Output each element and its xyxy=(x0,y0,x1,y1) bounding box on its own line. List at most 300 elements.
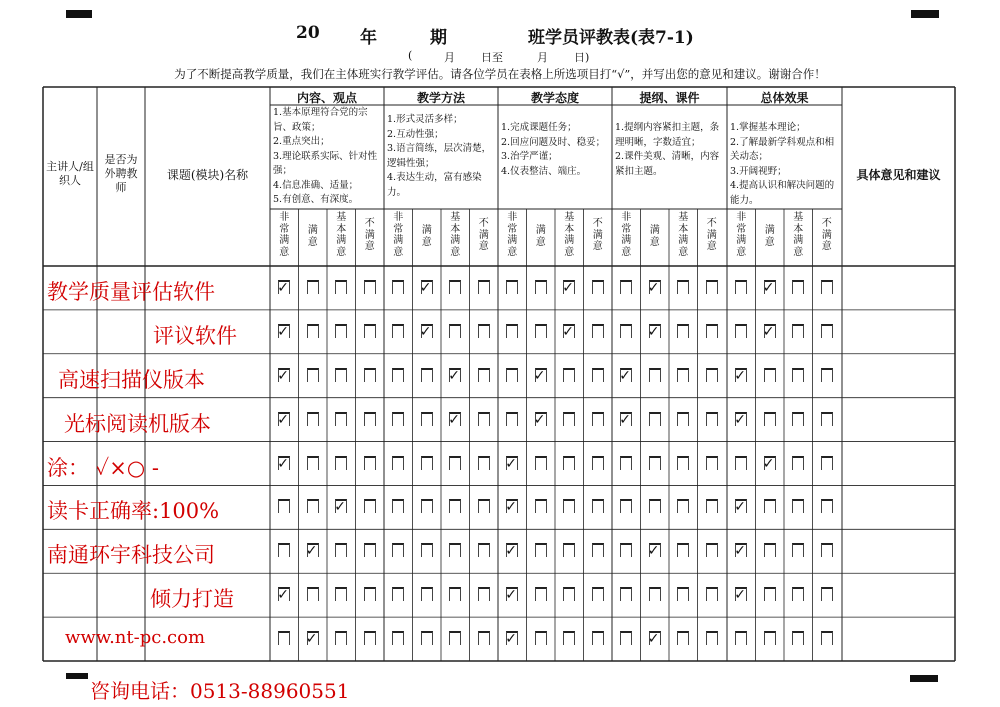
answer-bubble[interactable] xyxy=(335,280,347,294)
answer-bubble[interactable] xyxy=(421,456,433,470)
answer-bubble[interactable] xyxy=(677,587,689,601)
option-header-unsatisfied xyxy=(706,218,718,253)
answer-bubble[interactable] xyxy=(792,587,804,601)
answer-bubble[interactable] xyxy=(821,499,833,513)
answer-bubble[interactable] xyxy=(677,456,689,470)
answer-bubble[interactable] xyxy=(592,456,604,470)
answer-bubble[interactable] xyxy=(307,368,319,382)
answer-bubble[interactable] xyxy=(506,499,518,513)
date-range: ( 月 日至 月 日) xyxy=(408,49,590,64)
answer-bubble[interactable] xyxy=(506,456,518,470)
answer-bubble[interactable] xyxy=(307,543,319,557)
title-term: 期 xyxy=(430,28,447,48)
answer-bubble[interactable] xyxy=(506,280,518,294)
answer-bubble[interactable] xyxy=(706,587,718,601)
option-char: 满 xyxy=(736,235,747,246)
answer-bubble[interactable] xyxy=(620,324,632,338)
option-char: 意 xyxy=(621,246,632,258)
answer-bubble[interactable] xyxy=(535,324,547,338)
option-char: 满 xyxy=(678,235,689,246)
option-char: 意 xyxy=(564,246,575,258)
answer-bubble[interactable] xyxy=(649,499,661,513)
answer-bubble[interactable] xyxy=(649,412,661,426)
answer-bubble[interactable] xyxy=(677,368,689,382)
answer-bubble[interactable] xyxy=(677,499,689,513)
column-header-external-teacher: 是否为外聘教师 xyxy=(104,153,138,194)
answer-bubble[interactable] xyxy=(335,456,347,470)
option-header-basically-satisfied xyxy=(449,212,461,258)
answer-bubble[interactable] xyxy=(764,368,776,382)
answer-bubble[interactable] xyxy=(506,631,518,645)
answer-bubble[interactable] xyxy=(278,280,290,294)
criteria-list xyxy=(730,121,839,222)
option-char: 非 xyxy=(507,212,518,223)
option-header-unsatisfied xyxy=(592,218,604,253)
answer-bubble[interactable] xyxy=(735,324,747,338)
option-header-very-satisfied xyxy=(735,212,747,258)
option-char: 满 xyxy=(421,225,432,236)
answer-bubble[interactable] xyxy=(735,631,747,645)
option-char: 常 xyxy=(279,223,290,235)
answer-bubble[interactable] xyxy=(278,412,290,426)
option-char: 意 xyxy=(649,236,660,248)
answer-bubble[interactable] xyxy=(706,280,718,294)
option-char: 满 xyxy=(364,229,375,241)
answer-bubble[interactable] xyxy=(307,587,319,601)
row-label: www.nt-pc.com xyxy=(65,627,206,649)
answer-bubble[interactable] xyxy=(449,587,461,601)
answer-bubble[interactable] xyxy=(563,368,575,382)
answer-bubble[interactable] xyxy=(364,412,376,426)
answer-bubble[interactable] xyxy=(364,280,376,294)
option-header-very-satisfied xyxy=(506,212,518,258)
answer-bubble[interactable] xyxy=(821,631,833,645)
answer-bubble[interactable] xyxy=(278,499,290,513)
answer-bubble[interactable] xyxy=(592,412,604,426)
answer-bubble[interactable] xyxy=(792,456,804,470)
option-char: 本 xyxy=(336,223,347,235)
title-main: 班学员评教表(表7-1) xyxy=(528,28,694,48)
option-char: 满 xyxy=(706,229,717,241)
option-char: 常 xyxy=(507,223,518,235)
answer-bubble[interactable] xyxy=(392,412,404,426)
criterion-item: 1.完成课题任务； xyxy=(501,122,577,133)
answer-bubble[interactable] xyxy=(592,587,604,601)
group-header: 教学方法 xyxy=(416,91,465,105)
answer-bubble[interactable] xyxy=(335,587,347,601)
answer-bubble[interactable] xyxy=(764,456,776,470)
option-char: 满 xyxy=(621,235,632,246)
answer-bubble[interactable] xyxy=(677,280,689,294)
criterion-item: 3.理论联系实际、针对性强； xyxy=(273,150,378,176)
answer-bubble[interactable] xyxy=(649,587,661,601)
answer-bubble[interactable] xyxy=(392,587,404,601)
answer-bubble[interactable] xyxy=(620,499,632,513)
answer-bubble[interactable] xyxy=(706,368,718,382)
answer-bubble[interactable] xyxy=(506,543,518,557)
answer-bubble[interactable] xyxy=(307,412,319,426)
answer-bubble[interactable] xyxy=(563,324,575,338)
criteria-list xyxy=(273,106,381,207)
option-header-basically-satisfied xyxy=(563,212,575,258)
answer-bubble[interactable] xyxy=(735,543,747,557)
answer-bubble[interactable] xyxy=(478,412,490,426)
answer-bubble[interactable] xyxy=(677,543,689,557)
row-label: 涂： ✓×○ - xyxy=(47,455,159,480)
answer-bubble[interactable] xyxy=(392,324,404,338)
answer-bubble[interactable] xyxy=(364,324,376,338)
answer-bubble[interactable] xyxy=(735,499,747,513)
answer-bubble[interactable] xyxy=(478,280,490,294)
option-char: 常 xyxy=(736,223,747,235)
answer-bubble[interactable] xyxy=(620,631,632,645)
answer-bubble[interactable] xyxy=(649,368,661,382)
answer-bubble[interactable] xyxy=(792,499,804,513)
answer-bubble[interactable] xyxy=(620,587,632,601)
title-year: 年 xyxy=(360,28,377,48)
answer-bubble[interactable] xyxy=(478,499,490,513)
answer-bubble[interactable] xyxy=(620,543,632,557)
criterion-item: 3.开阔视野； xyxy=(730,165,787,177)
answer-bubble[interactable] xyxy=(592,324,604,338)
option-char: 满 xyxy=(592,229,603,241)
answer-bubble[interactable] xyxy=(421,324,433,338)
answer-bubble[interactable] xyxy=(478,543,490,557)
answer-bubble[interactable] xyxy=(792,280,804,294)
criterion-item: 4.表达生动，富有感染力。 xyxy=(387,172,482,198)
option-header-satisfied xyxy=(535,225,547,248)
option-char: 意 xyxy=(678,246,689,258)
answer-bubble[interactable] xyxy=(364,543,376,557)
criterion-item: 4.信息准确、适量； xyxy=(273,179,359,191)
answer-bubble[interactable] xyxy=(649,543,661,557)
answer-bubble[interactable] xyxy=(506,412,518,426)
answer-bubble[interactable] xyxy=(449,456,461,470)
option-header-unsatisfied xyxy=(364,218,376,253)
option-char: 意 xyxy=(450,246,461,258)
row-label: 评议软件 xyxy=(153,323,237,348)
answer-bubble[interactable] xyxy=(278,587,290,601)
answer-bubble[interactable] xyxy=(535,280,547,294)
answer-bubble[interactable] xyxy=(335,543,347,557)
answer-bubble[interactable] xyxy=(392,456,404,470)
answer-bubble[interactable] xyxy=(735,368,747,382)
option-char: 非 xyxy=(621,212,632,223)
option-char: 意 xyxy=(507,246,518,258)
answer-bubble[interactable] xyxy=(649,456,661,470)
option-char: 意 xyxy=(764,236,775,248)
answer-bubble[interactable] xyxy=(449,631,461,645)
option-char: 意 xyxy=(736,246,747,258)
answer-bubble[interactable] xyxy=(764,280,776,294)
answer-bubble[interactable] xyxy=(563,543,575,557)
answer-bubble[interactable] xyxy=(392,280,404,294)
option-header-very-satisfied xyxy=(278,212,290,258)
answer-bubble[interactable] xyxy=(563,456,575,470)
answer-bubble[interactable] xyxy=(563,631,575,645)
option-char: 意 xyxy=(364,241,375,252)
answer-bubble[interactable] xyxy=(592,368,604,382)
option-char: 满 xyxy=(507,235,518,246)
answer-bubble[interactable] xyxy=(821,280,833,294)
option-char: 满 xyxy=(649,225,660,236)
option-char: 不 xyxy=(478,218,489,229)
option-char: 本 xyxy=(678,223,689,235)
answer-bubble[interactable] xyxy=(506,587,518,601)
criterion-item: 5.有创意、有深度。 xyxy=(273,194,359,205)
option-char: 意 xyxy=(535,236,546,248)
criterion-item: 4.仪表整洁、端庄。 xyxy=(501,165,587,177)
criterion-item: 1.基本原理符合党的宗旨、政策； xyxy=(273,107,368,133)
answer-bubble[interactable] xyxy=(506,368,518,382)
option-char: 非 xyxy=(279,212,290,223)
answer-bubble[interactable] xyxy=(821,412,833,426)
answer-bubble[interactable] xyxy=(620,368,632,382)
option-char: 不 xyxy=(364,218,375,229)
answer-bubble[interactable] xyxy=(335,412,347,426)
row-label: 光标阅读机版本 xyxy=(64,411,211,436)
answer-bubble[interactable] xyxy=(563,280,575,294)
answer-bubble[interactable] xyxy=(535,587,547,601)
answer-bubble[interactable] xyxy=(307,456,319,470)
row-label: 教学质量评估软件 xyxy=(47,280,215,304)
answer-bubble[interactable] xyxy=(649,324,661,338)
answer-bubble[interactable] xyxy=(364,499,376,513)
answer-bubble[interactable] xyxy=(421,587,433,601)
answer-bubble[interactable] xyxy=(735,587,747,601)
answer-bubble[interactable] xyxy=(478,631,490,645)
answer-bubble[interactable] xyxy=(706,499,718,513)
column-header-lecturer: 主讲人/组织人 xyxy=(46,160,94,187)
option-char: 满 xyxy=(307,225,318,236)
option-char: 基 xyxy=(564,212,575,223)
option-char: 意 xyxy=(478,241,489,252)
answer-bubble[interactable] xyxy=(307,324,319,338)
answer-bubble[interactable] xyxy=(792,412,804,426)
answer-bubble[interactable] xyxy=(335,368,347,382)
instructions: 为了不断提高教学质量，我们在主体班实行教学评估。请各位学员在表格上所选项目打“√”，并写出您的意见和建议。谢谢合作！ xyxy=(174,67,826,81)
criterion-item: 2.重点突出； xyxy=(273,136,330,147)
option-char: 意 xyxy=(279,246,290,258)
answer-bubble[interactable] xyxy=(278,543,290,557)
answer-bubble[interactable] xyxy=(478,456,490,470)
answer-bubble[interactable] xyxy=(764,499,776,513)
option-char: 意 xyxy=(592,241,603,252)
answer-bubble[interactable] xyxy=(764,324,776,338)
answer-bubble[interactable] xyxy=(592,543,604,557)
answer-bubble[interactable] xyxy=(592,280,604,294)
row-label: 南通环宇科技公司 xyxy=(47,543,215,568)
option-char: 非 xyxy=(736,212,747,223)
answer-bubble[interactable] xyxy=(535,631,547,645)
answer-bubble[interactable] xyxy=(735,280,747,294)
criterion-item: 2.回应问题及时、稳妥； xyxy=(501,136,606,148)
answer-bubble[interactable] xyxy=(392,368,404,382)
answer-bubble[interactable] xyxy=(506,324,518,338)
answer-bubble[interactable] xyxy=(649,280,661,294)
answer-bubble[interactable] xyxy=(478,368,490,382)
criterion-item: 4.提高认识和解决问题的能力。 xyxy=(730,180,835,206)
option-char: 满 xyxy=(336,235,347,246)
answer-bubble[interactable] xyxy=(364,631,376,645)
option-header-very-satisfied xyxy=(620,212,632,258)
criteria-list xyxy=(615,121,724,222)
answer-bubble[interactable] xyxy=(821,368,833,382)
answer-bubble[interactable] xyxy=(421,412,433,426)
answer-bubble[interactable] xyxy=(563,499,575,513)
option-char: 满 xyxy=(793,235,804,246)
answer-bubble[interactable] xyxy=(335,631,347,645)
answer-bubble[interactable] xyxy=(821,587,833,601)
answer-bubble[interactable] xyxy=(764,587,776,601)
answer-bubble[interactable] xyxy=(792,543,804,557)
answer-bubble[interactable] xyxy=(335,324,347,338)
criteria-list xyxy=(387,113,495,214)
answer-bubble[interactable] xyxy=(421,368,433,382)
answer-bubble[interactable] xyxy=(706,324,718,338)
answer-bubble[interactable] xyxy=(792,631,804,645)
row-label: 高速扫描仪版本 xyxy=(58,367,205,392)
answer-bubble[interactable] xyxy=(449,368,461,382)
criteria-list xyxy=(501,121,609,222)
answer-bubble[interactable] xyxy=(307,280,319,294)
answer-bubble[interactable] xyxy=(449,280,461,294)
answer-bubble[interactable] xyxy=(677,631,689,645)
option-char: 意 xyxy=(793,246,804,258)
option-char: 满 xyxy=(478,229,489,241)
group-header: 内容、观点 xyxy=(296,91,357,105)
option-char: 常 xyxy=(393,223,404,235)
answer-bubble[interactable] xyxy=(592,631,604,645)
option-char: 意 xyxy=(421,236,432,248)
answer-bubble[interactable] xyxy=(677,412,689,426)
answer-bubble[interactable] xyxy=(563,587,575,601)
answer-bubble[interactable] xyxy=(706,631,718,645)
answer-bubble[interactable] xyxy=(421,280,433,294)
answer-bubble[interactable] xyxy=(792,368,804,382)
criterion-item: 2.互动性强； xyxy=(387,128,444,140)
answer-bubble[interactable] xyxy=(592,499,604,513)
option-char: 不 xyxy=(592,218,603,229)
option-char: 意 xyxy=(336,246,347,258)
option-char: 意 xyxy=(706,241,717,252)
group-header: 教学态度 xyxy=(530,91,579,105)
answer-bubble[interactable] xyxy=(449,499,461,513)
option-header-unsatisfied xyxy=(478,218,490,253)
answer-bubble[interactable] xyxy=(335,499,347,513)
answer-bubble[interactable] xyxy=(449,412,461,426)
answer-bubble[interactable] xyxy=(392,631,404,645)
criterion-item: 3.语言简练，层次清楚，逻辑性强； xyxy=(387,143,492,169)
answer-bubble[interactable] xyxy=(421,543,433,557)
answer-bubble[interactable] xyxy=(364,456,376,470)
option-char: 不 xyxy=(706,218,717,229)
column-header-course-name: 课题(模块)名称 xyxy=(166,168,249,182)
answer-bubble[interactable] xyxy=(278,324,290,338)
option-header-satisfied xyxy=(307,225,319,248)
answer-bubble[interactable] xyxy=(392,499,404,513)
criterion-item: 3.治学严谨； xyxy=(501,151,558,162)
answer-bubble[interactable] xyxy=(792,324,804,338)
option-char: 本 xyxy=(793,223,804,235)
option-char: 意 xyxy=(307,236,318,248)
option-header-basically-satisfied xyxy=(335,212,347,258)
answer-bubble[interactable] xyxy=(706,543,718,557)
column-header-opinions: 具体意见和建议 xyxy=(856,168,941,182)
answer-bubble[interactable] xyxy=(278,631,290,645)
option-char: 基 xyxy=(336,212,347,223)
option-header-satisfied xyxy=(421,225,433,248)
answer-bubble[interactable] xyxy=(535,499,547,513)
answer-bubble[interactable] xyxy=(735,412,747,426)
answer-bubble[interactable] xyxy=(535,412,547,426)
option-char: 满 xyxy=(564,235,575,246)
answer-bubble[interactable] xyxy=(449,324,461,338)
answer-bubble[interactable] xyxy=(364,587,376,601)
answer-bubble[interactable] xyxy=(620,412,632,426)
option-char: 意 xyxy=(393,246,404,258)
option-header-satisfied xyxy=(764,225,776,248)
answer-bubble[interactable] xyxy=(764,412,776,426)
answer-bubble[interactable] xyxy=(449,543,461,557)
option-char: 基 xyxy=(450,212,461,223)
answer-bubble[interactable] xyxy=(307,499,319,513)
option-char: 不 xyxy=(821,218,832,229)
answer-bubble[interactable] xyxy=(620,280,632,294)
option-header-satisfied xyxy=(649,225,661,248)
criterion-item: 2.课件美观、清晰，内容紧扣主题。 xyxy=(615,151,720,177)
answer-bubble[interactable] xyxy=(421,631,433,645)
answer-bubble[interactable] xyxy=(649,631,661,645)
answer-bubble[interactable] xyxy=(364,368,376,382)
answer-bubble[interactable] xyxy=(821,324,833,338)
answer-bubble[interactable] xyxy=(278,456,290,470)
row-label: 读卡正确率:100% xyxy=(47,499,220,524)
option-char: 本 xyxy=(450,223,461,235)
criterion-item: 1.掌握基本理论； xyxy=(730,122,806,133)
group-header: 总体效果 xyxy=(760,91,809,105)
title-year-blank: 20 xyxy=(296,23,320,43)
option-char: 满 xyxy=(393,235,404,246)
criterion-item: 1.形式灵活多样； xyxy=(387,114,463,125)
option-char: 满 xyxy=(764,225,775,236)
answer-bubble[interactable] xyxy=(764,543,776,557)
answer-bubble[interactable] xyxy=(478,324,490,338)
answer-bubble[interactable] xyxy=(821,543,833,557)
group-header: 提纲、课件 xyxy=(639,91,700,105)
answer-bubble[interactable] xyxy=(563,412,575,426)
answer-bubble[interactable] xyxy=(677,324,689,338)
answer-bubble[interactable] xyxy=(821,456,833,470)
answer-bubble[interactable] xyxy=(535,368,547,382)
answer-bubble[interactable] xyxy=(535,456,547,470)
answer-bubble[interactable] xyxy=(620,456,632,470)
answer-bubble[interactable] xyxy=(278,368,290,382)
answer-bubble[interactable] xyxy=(307,631,319,645)
criterion-item: 2.了解最新学科观点和相关动态； xyxy=(730,136,835,162)
answer-bubble[interactable] xyxy=(478,587,490,601)
answer-bubble[interactable] xyxy=(735,456,747,470)
row-label: 倾力打造 xyxy=(150,587,234,612)
answer-bubble[interactable] xyxy=(706,412,718,426)
criterion-item: 1.提纲内容紧扣主题，条理明晰，字数适宜； xyxy=(615,122,720,148)
answer-bubble[interactable] xyxy=(706,456,718,470)
answer-bubble[interactable] xyxy=(421,499,433,513)
answer-bubble[interactable] xyxy=(764,631,776,645)
option-char: 本 xyxy=(564,223,575,235)
answer-bubble[interactable] xyxy=(535,543,547,557)
answer-bubble[interactable] xyxy=(392,543,404,557)
